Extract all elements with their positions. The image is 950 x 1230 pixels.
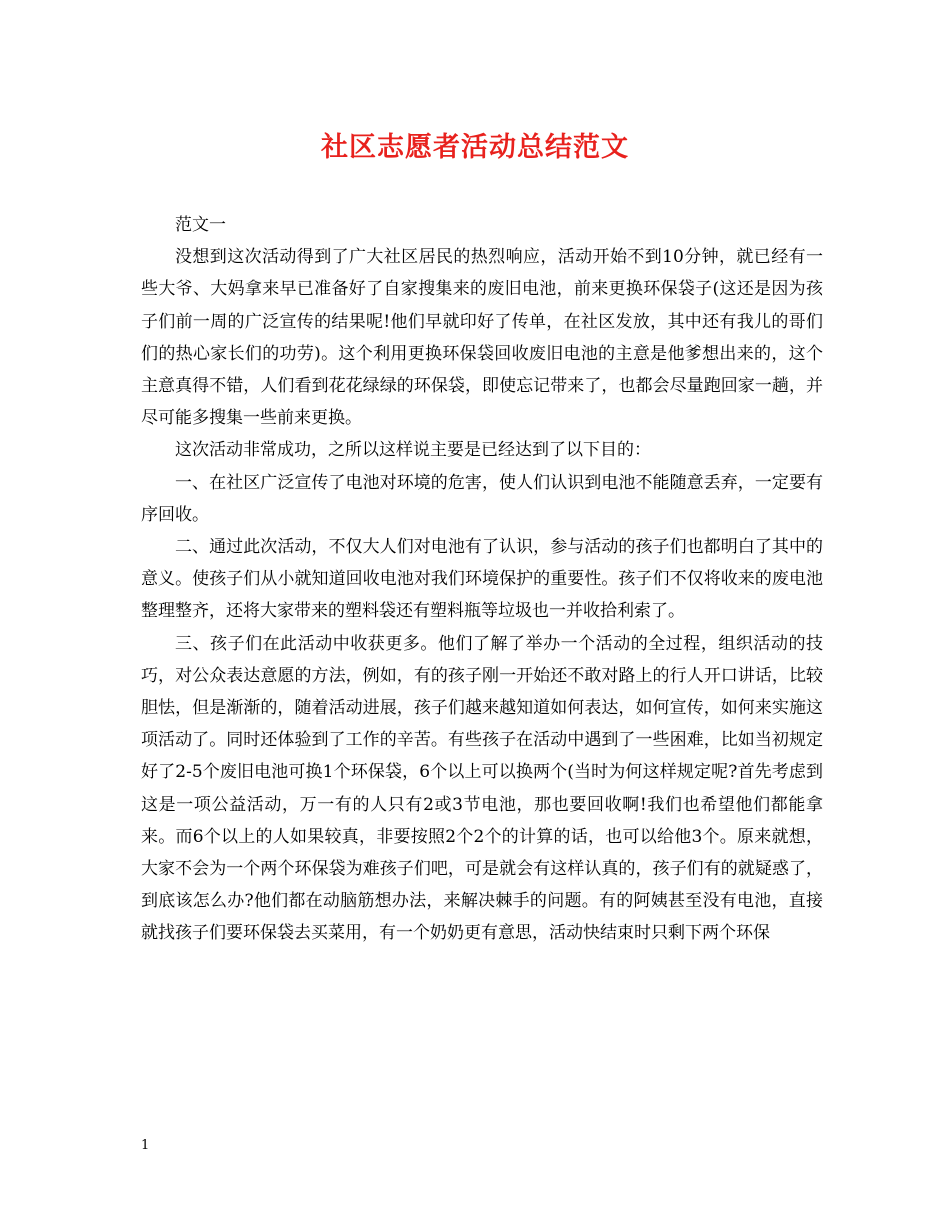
document-title: 社区志愿者活动总结范文 [321,132,629,163]
body-paragraph: 一、在社区广泛宣传了电池对环境的危害，使人们认识到电池不能随意丢弃，一定要有序回收。 [141,472,823,525]
body-paragraph: 范文一 [175,215,226,235]
body-paragraph: 这次活动非常成功，之所以这样说主要是已经达到了以下目的： [175,440,651,461]
body-paragraph: 二、通过此次活动，不仅大人们对电池有了认识，参与活动的孩子们也都明白了其中的意义。使孩子们从小就知道回收电池对我们环境保护的重要性。孩子们不仅将收来的废电池整理整齐，还将大家带来的塑料袋还有塑料瓶等垃圾也一并收拾利索了。 [141,537,823,622]
body-paragraph: 没想到这次活动得到了广大社区居民的热烈响应，活动开始不到10分钟，就已经有一些大爷、大妈拿来早已准备好了自家搜集来的废旧电池，前来更换环保袋子(这还是因为孩子们前一周的广泛宣传的结果呢!他们早就印好了传单，在社区发放，其中还有我儿的哥们们的热心家长们的功劳)。这个利用更换环保袋回收废旧电池的主意是他爹想出来的，这个主意真得不错，人们看到花花绿绿的环保袋，即使忘记带来了，也都会尽量跑回家一趟，并尽可能多搜集一些前来更换。 [141,247,823,429]
body-paragraph: 三、孩子们在此活动中收获更多。他们了解了举办一个活动的全过程，组织活动的技巧，对公众表达意愿的方法，例如，有的孩子刚一开始还不敢对路上的行人开口讲话，比较胆怯，但是渐渐的，随着活动进展，孩子们越来越知道如何表达，如何宣传，如何来实施这项活动了。同时还体验到了工作的辛苦。有些孩子在活动中遇到了一些困难，比如当初规定好了2-5个废旧电池可换1个环保袋，6个以上可以换两个(当时为何这样规定呢?首先考虑到这是一项公益活动，万一有的人只有2或3节电池，那也要回收啊!我们也希望他们都能拿来。而6个以上的人如果较真，非要按照2个2个的计算的话，也可以给他3个。原来就想，大家不会为一个两个环保袋为难孩子们吧，可是就会有这样认真的，孩子们有的就疑惑了，到底该怎么办?他们都在动脑筋想办法，来解决棘手的问题。有的阿姨甚至没有电池，直接就找孩子们要环保袋去买菜用，有一个奶奶更有意思，活动快结束时只剩下两个环保 [141,633,823,944]
document-body [141,209,823,950]
page-number: 1 [141,1138,150,1153]
